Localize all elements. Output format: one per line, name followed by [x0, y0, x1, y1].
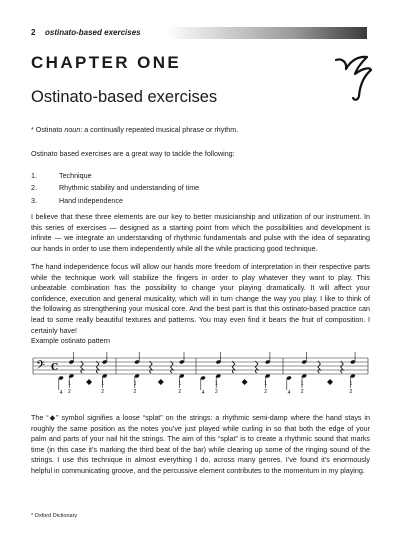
rest-symbol	[232, 361, 235, 373]
splat-diamond	[327, 379, 333, 385]
fingering-number: 1	[101, 381, 105, 387]
fingering-number: 2	[349, 389, 353, 395]
running-header	[0, 27, 367, 39]
fingering-number: 4	[287, 390, 291, 396]
rest-symbol	[341, 361, 344, 373]
list-number: 3.	[31, 196, 37, 205]
fingering-number: 1	[349, 381, 353, 387]
fingering-number: 2	[68, 389, 71, 395]
rest-symbol	[171, 361, 174, 373]
list-text: Technique	[59, 172, 92, 180]
definition-part-of-speech: noun	[64, 126, 81, 134]
list-text: Rhythmic stability and understanding of time	[59, 184, 200, 193]
chapter-label: CHAPTER ONE	[31, 53, 182, 72]
fingering-number: 1	[300, 381, 304, 387]
example-caption: Example ostinato pattern	[31, 337, 110, 345]
bass-clef: 𝄢	[36, 359, 46, 375]
list-number: 2.	[31, 184, 37, 193]
fingering-number: 1	[264, 381, 268, 387]
page-number: 2	[31, 28, 36, 37]
rest-symbol	[96, 361, 99, 373]
fingering-number: 2	[264, 389, 268, 395]
definition-marker: * Ostinato	[31, 126, 65, 134]
paragraph-1: I believe that these three elements are our key to better musicianship and utilization of our instrument. In this series of exercises — designed as a starting point from which the possibilities and development is infinite — we integrate an understanding of rhythmic fundamentals and pulse with the idea of separating our hands in order to use them independently while all the while practicing good technique.	[31, 213, 370, 253]
fingering-number: 2	[300, 389, 304, 395]
fingering-number: 2	[215, 389, 218, 395]
paragraph-3: The “◆” symbol signifies a loose “splat” on the strings: a rhythmic semi-damp where the hand stays in roughly the same position as the notes you’ve just played while curling in so that both the edge of your palm and parts of your nail hit the strings. The aim of this “splat” is to create a rhythmic sound that marks time (in this case it’s marking the third beat of the bar) while clearing up some of the ringing sound of the strings. I use this technique in almost everything I do, across many genres. I’ve found it’s enormously helpful in communicating groove, and the percussive element contributes to the momentum in my playing.	[31, 414, 370, 475]
rest-symbol	[255, 361, 257, 373]
fingering-number: 1	[178, 381, 182, 387]
intro-line: Ostinato based exercises are a great way to tackle the following:	[31, 150, 235, 158]
fingering-number: 1	[133, 381, 137, 387]
definition-text: : a continually repeated musical phrase or rhythm.	[80, 126, 239, 134]
fingering-number: 2	[101, 389, 105, 395]
ostinato-notation-staff	[31, 352, 370, 402]
splat-diamond	[158, 379, 164, 385]
fingering-number: 1	[215, 381, 218, 387]
running-title: ostinato-based exercises	[45, 28, 141, 37]
fingering-number: 4	[201, 390, 205, 396]
list-text: Hand independence	[59, 196, 123, 205]
section-title: Ostinato-based exercises	[31, 88, 218, 106]
time-signature: C	[51, 363, 59, 373]
splat-diamond	[86, 379, 92, 385]
fingering-number: 4	[59, 390, 63, 396]
list-number: 1.	[31, 172, 37, 180]
rest-symbol	[81, 361, 84, 373]
footnote: * Oxford Dictionary	[31, 513, 78, 519]
fingering-number: 2	[133, 389, 137, 395]
rest-symbol	[150, 361, 153, 373]
definition-line	[31, 125, 370, 136]
rest-symbol	[318, 361, 321, 373]
splat-diamond	[242, 379, 248, 385]
chapter-ornament-glyph	[333, 54, 373, 102]
fingering-number: 2	[178, 389, 182, 395]
fingering-number: 1	[68, 381, 71, 387]
paragraph-2: The hand independence focus will allow our hands more freedom of interpretation in their respective parts while the technique work will stabilize the fingers in order to play whatever they want to play. This unbeatable combination has the possibility to change your playing dramatically. It will affect your confidence, execution and general musicality, which will in turn change the way you play. I like to think of the following as strengthening your musical core. And the best part is that this ostinato-based practice can lead to some really beautiful textures and patterns. You may even find it bears the fruit of composition. I certainly have!	[31, 263, 370, 335]
